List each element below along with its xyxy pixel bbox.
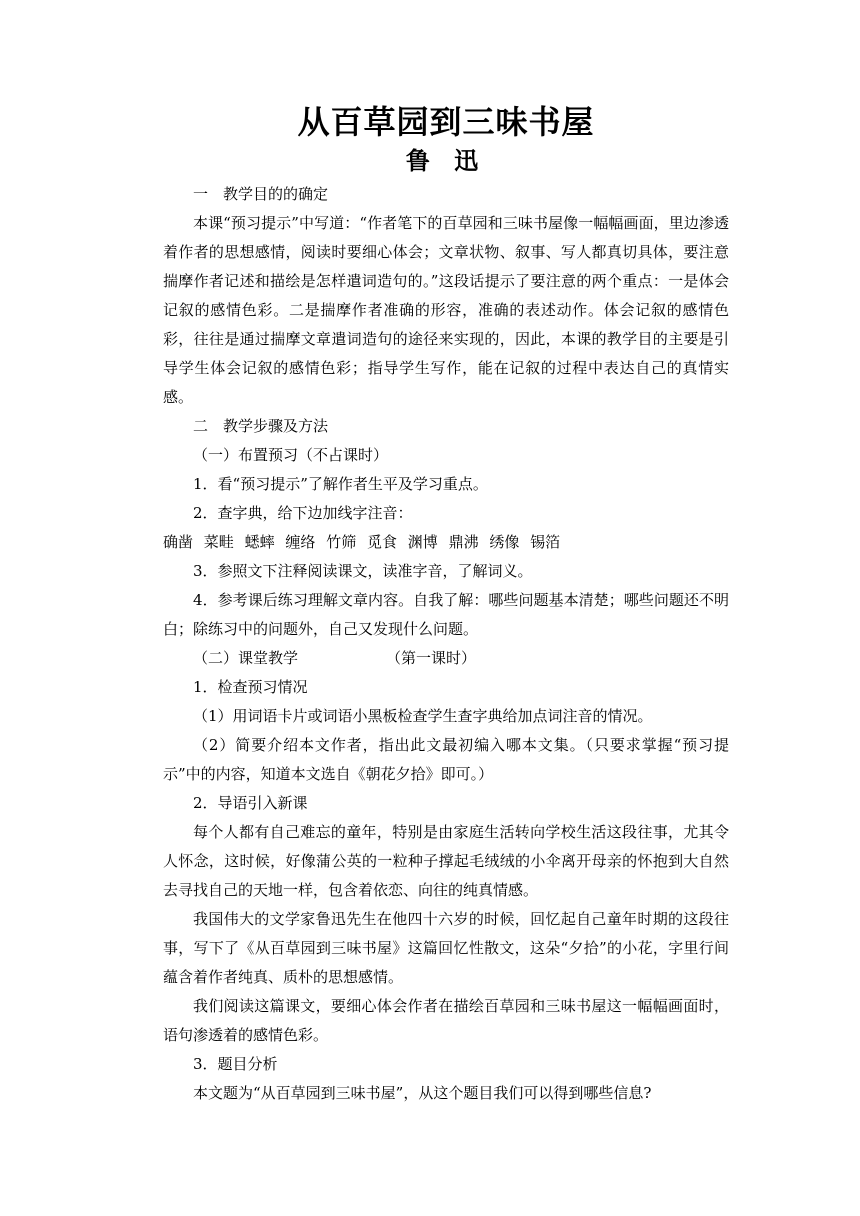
class-period: （第一课时） bbox=[386, 649, 477, 667]
vocab-word: 竹筛 bbox=[326, 533, 357, 551]
vocab-word: 绣像 bbox=[489, 533, 520, 551]
class-heading-line bbox=[163, 644, 729, 673]
document-page bbox=[163, 100, 729, 1108]
class-heading: （二）课堂教学 bbox=[193, 649, 299, 667]
check-item-2: （2）简要介绍本文作者，指出此文最初编入哪本文集。（只要求掌握“预习提示”中的内容，知道本文选自《朝花夕拾》即可。） bbox=[163, 736, 729, 783]
author-name: 鲁 迅 bbox=[405, 147, 487, 175]
prep-step-1: 1．看“预习提示”了解作者生平及学习重点。 bbox=[193, 475, 488, 493]
intro-paragraph-1: 每个人都有自己难忘的童年，特别是由家庭生活转向学校生活这段往事，尤其令人怀念，这时候，好像蒲公英的一粒种子撑起毛绒绒的小伞离开母亲的怀抱到大自然去寻找自己的天地一样，包含着依恋、向往的纯真情感。 bbox=[163, 823, 729, 899]
vocab-word-list bbox=[163, 528, 729, 557]
title-analysis-heading: 3．题目分析 bbox=[193, 1055, 278, 1073]
title-analysis-paragraph: 本文题为“从百草园到三味书屋”，从这个题目我们可以得到哪些信息? bbox=[193, 1084, 652, 1102]
vocab-word: 鼎沸 bbox=[448, 533, 479, 551]
prep-step-2: 2．查字典，给下边加线字注音： bbox=[193, 504, 413, 522]
document-title: 从百草园到三味书屋 bbox=[297, 103, 595, 141]
vocab-word: 菜畦 bbox=[203, 533, 234, 551]
vocab-word: 渊博 bbox=[407, 533, 438, 551]
check-heading: 1．检查预习情况 bbox=[193, 678, 308, 696]
section1-paragraph: 本课“预习提示”中写道：“作者笔下的百草园和三味书屋像一幅幅画面，里边渗透着作者的思想感情，阅读时要细心体会；文章状物、叙事、写人都真切具体，要注意揣摩作者记述和描绘是怎样遣词造句的。”这段话提示了要注意的两个重点：一是体会记叙的感情色彩。二是揣摩作者准确的形容，准确的表述动作。体会记叙的感情色彩，往往是通过揣摩文章遣词造句的途径来实现的，因此，本课的教学目的主要是引导学生体会记叙的感情色彩；指导学生写作，能在记叙的过程中表达自己的真情实感。 bbox=[163, 214, 729, 406]
check-item-1: （1）用词语卡片或词语小黑板检查学生查字典给加点词注音的情况。 bbox=[193, 707, 653, 725]
vocab-word: 确凿 bbox=[163, 533, 194, 551]
intro-heading: 2．导语引入新课 bbox=[193, 794, 308, 812]
vocab-word: 觅食 bbox=[366, 533, 397, 551]
prep-step-3: 3．参照文下注释阅读课文，读准字音，了解词义。 bbox=[193, 562, 533, 580]
intro-paragraph-2: 我国伟大的文学家鲁迅先生在他四十六岁的时候，回忆起自己童年时期的这段往事，写下了《从百草园到三味书屋》这篇回忆性散文，这朵“夕拾”的小花，字里行间蕴含着作者纯真、质朴的思想感情。 bbox=[163, 910, 729, 986]
vocab-word: 缠络 bbox=[285, 533, 316, 551]
prep-step-4: 4．参考课后练习理解文章内容。自我了解：哪些问题基本清楚；哪些问题还不明白；除练习中的问题外，自己又发现什么问题。 bbox=[163, 591, 729, 638]
prep-heading: （一）布置预习（不占课时） bbox=[193, 446, 389, 464]
vocab-word: 蟋蟀 bbox=[244, 533, 275, 551]
section-heading-1: 一 教学目的的确定 bbox=[193, 185, 329, 203]
intro-paragraph-3: 我们阅读这篇课文，要细心体会作者在描绘百草园和三味书屋这一幅幅画面时，语句渗透着的感情色彩。 bbox=[163, 997, 729, 1044]
section-heading-2: 二 教学步骤及方法 bbox=[193, 417, 329, 435]
vocab-word: 锡箔 bbox=[530, 533, 561, 551]
